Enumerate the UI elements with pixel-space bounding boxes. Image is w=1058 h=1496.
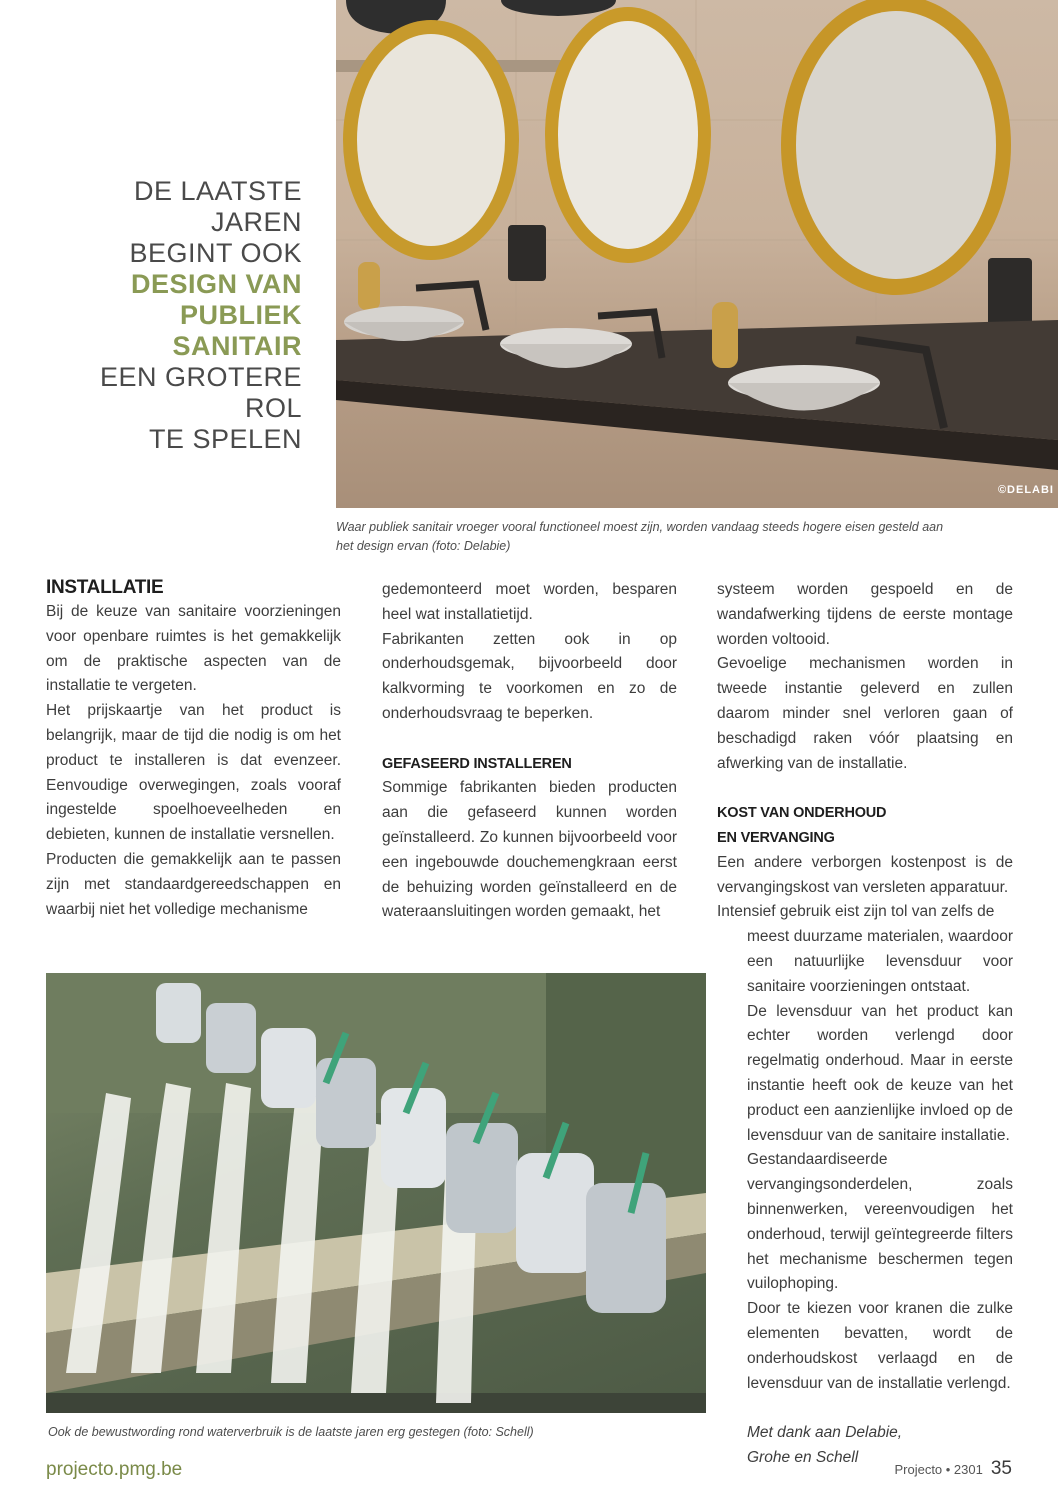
- photo-caption: Ook de bewustwording rond waterverbruik is de laatste jaren erg gestegen (foto: Schell): [48, 1425, 534, 1439]
- pull-quote-accent: PUBLIEK: [179, 300, 302, 330]
- thanks-line: Met dank aan Delabie,: [747, 1424, 903, 1442]
- pull-quote: [40, 176, 302, 455]
- column-1: [46, 576, 341, 922]
- bathroom-photo: [336, 0, 1058, 508]
- issue-label: Projecto • 2301: [894, 1462, 983, 1477]
- paragraph: Het prijskaartje van het product is belangrijk, maar de tijd die nodig is om het product te installeren is dat evenzeer. Eenvoudige overwegingen, zoals vooraf ingestelde spoelhoeveelheden en debieten, kunnen de installatie versnellen.: [46, 702, 341, 844]
- caption-line: Waar publiek sanitair vroeger vooral functioneel moest zijn, worden vandaag steeds hogere eisen gesteld aan: [336, 520, 944, 534]
- factory-photo: [46, 973, 706, 1413]
- thanks-line: Grohe en Schell: [747, 1448, 859, 1466]
- paragraph: Bij de keuze van sanitaire voorzieningen voor openbare ruimtes is het gemakkelijk om de praktische aspecten van de installatie te vergeten.: [46, 603, 341, 695]
- paragraph: Gestandaardiseerde vervangingsonderdelen, zoals binnenwerken, vereenvoudigen het onderhoud, terwijl geïntegreerde filters het mechanisme beschermen tegen vuilophoping.: [747, 1151, 1013, 1293]
- spacer: [717, 776, 1013, 801]
- pull-quote-line: BEGINT OOK: [129, 238, 302, 268]
- photo-caption: [336, 518, 1036, 556]
- footer-url[interactable]: projecto.pmg.be: [46, 1459, 183, 1480]
- paragraph: meest duurzame materialen, waardoor een natuurlijke levensduur voor sanitaire voorzieningen ontstaat.: [747, 928, 1013, 995]
- paragraph: De levensduur van het product kan echter worden verlengd door regelmatig onderhoud. Maar in eerste instantie heeft ook de keuze van het product een aanzienlijke invloed op de levensduur van de sanitaire installatie.: [747, 1002, 1013, 1144]
- paragraph: Een andere verborgen kostenpost is de vervangingskost van versleten apparatuur.: [717, 853, 1013, 896]
- factory-illustration: [46, 973, 706, 1413]
- paragraph: gedemonteerd moet worden, besparen heel wat installatietijd.: [382, 581, 677, 623]
- pull-quote-line: EEN GROTERE ROL: [99, 362, 302, 423]
- pull-quote-line: TE SPELEN: [148, 424, 302, 454]
- paragraph: Door te kiezen voor kranen die zulke elementen bevatten, wordt de onderhoudskost verlaagd en de levensduur van de installatie verlengd.: [747, 1300, 1013, 1392]
- bathroom-illustration: [336, 0, 1058, 508]
- section-heading: EN VERVANGING: [717, 829, 835, 846]
- column-2: [382, 578, 677, 925]
- page-number: 35: [990, 1458, 1012, 1479]
- pull-quote-accent: SANITAIR: [172, 331, 302, 361]
- spacer: [382, 727, 677, 752]
- section-heading: GEFASEERD INSTALLEREN: [382, 755, 572, 772]
- paragraph: systeem worden gespoeld en de wandafwerking tijdens de eerste montage worden voltooid.: [717, 581, 1013, 648]
- caption-line: het design ervan (foto: Delabie): [336, 539, 511, 553]
- paragraph: Fabrikanten zetten ook in op onderhoudsgemak, bijvoorbeeld door kalkvorming te voorkomen en zo de onderhoudsvraag te beperken.: [382, 630, 677, 722]
- paragraph: Gevoelige mechanismen worden in tweede instantie geleverd en zullen daarom minder snel verloren gaan of beschadigd raken vóór plaatsing en afwerking van de installatie.: [717, 655, 1013, 772]
- spacer: [747, 1396, 1013, 1421]
- paragraph: Intensief gebruik eist zijn tol van zelfs de: [717, 903, 995, 921]
- pull-quote-line: DE LAATSTE JAREN: [133, 176, 302, 237]
- photo-credit: ©DELABI: [997, 484, 1054, 496]
- section-heading: INSTALLATIE: [46, 577, 164, 598]
- paragraph: Sommige fabrikanten bieden producten aan die gefaseerd kunnen worden geïnstalleerd. Zo kunnen bijvoorbeeld voor een ingebouwde douchemengkraan eerst de behuizing worden geïnstalleerd en de wateraansluitingen worden gemaakt, het: [382, 779, 677, 921]
- pull-quote-accent: DESIGN VAN: [130, 269, 302, 299]
- paragraph: Producten die gemakkelijk aan te passen zijn met standaardgereedschappen en waarbij niet het volledige mechanisme: [46, 850, 341, 918]
- section-heading: KOST VAN ONDERHOUD: [717, 805, 887, 822]
- indented-block: [717, 925, 1013, 1471]
- footer-issue: [894, 1458, 1012, 1480]
- column-3: [717, 578, 1013, 1471]
